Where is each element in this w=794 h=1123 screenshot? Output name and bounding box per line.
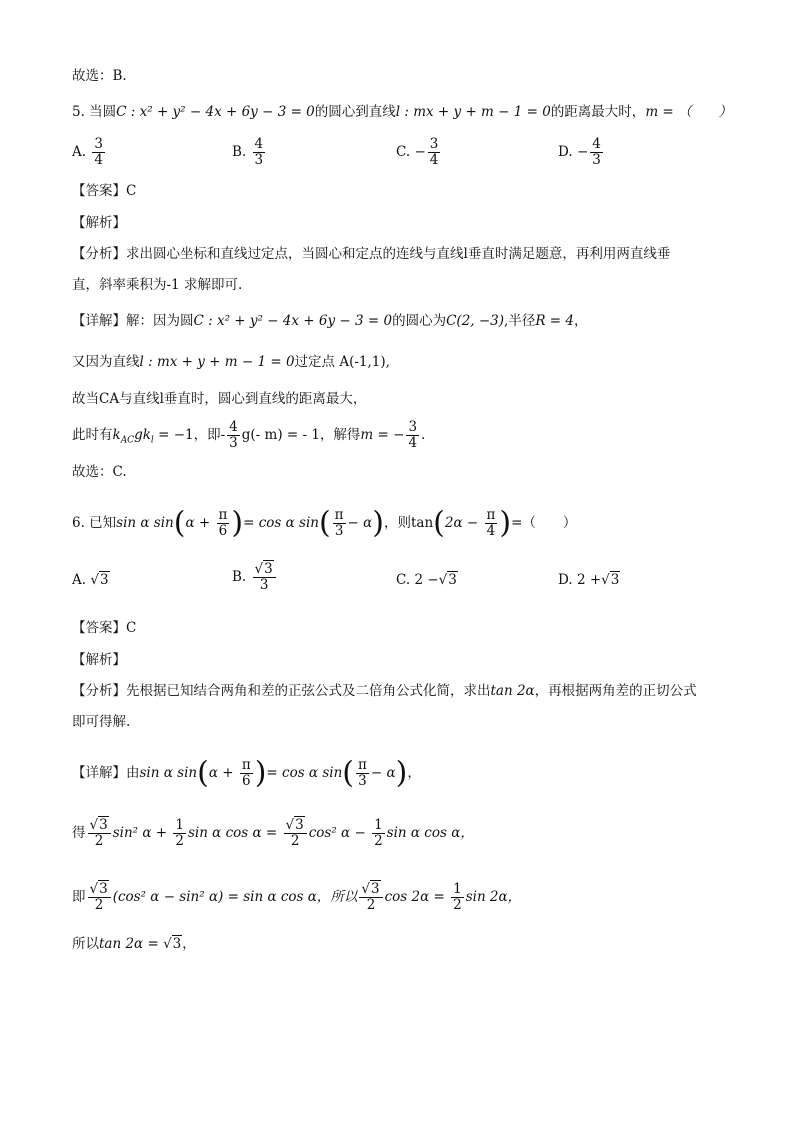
math: − α	[370, 765, 396, 781]
numerator: √3	[88, 882, 111, 898]
fraction	[428, 137, 441, 168]
q5-detail-line4	[72, 420, 425, 451]
radicand: 3	[99, 572, 109, 588]
q6-option-c	[396, 572, 458, 588]
text: = −1，即-	[153, 427, 226, 443]
math: sin 2α，	[465, 889, 522, 905]
text: 【分析】先根据已知结合两角和差的正弦公式及二倍角公式化简，求出	[72, 683, 491, 699]
text: ，	[407, 765, 421, 781]
numerator: 3	[429, 136, 439, 152]
text: ，	[573, 313, 588, 329]
q6-option-d	[558, 572, 620, 588]
text: 所以	[72, 936, 99, 952]
sqrt	[370, 882, 381, 897]
numerator: π	[358, 757, 367, 773]
q5-analysis-heading: 【解析】	[72, 215, 126, 231]
math: tan	[411, 515, 434, 531]
q6-analysis-heading: 【解析】	[72, 652, 126, 668]
numerator: 3	[94, 136, 103, 152]
denominator: 2	[374, 833, 383, 849]
math: C(2, −3)	[446, 313, 505, 329]
q5-option-b	[232, 137, 267, 168]
text: 即	[72, 889, 86, 905]
text: 过定点 A(-1,1),	[294, 354, 390, 370]
numerator: 4	[592, 136, 601, 152]
paren-right: )	[231, 505, 244, 541]
option-sign: −	[576, 144, 589, 160]
text: g(- m) = - 1，解得	[241, 427, 361, 443]
fraction	[333, 508, 346, 539]
paren-left: (	[197, 755, 209, 791]
option-label: C.	[396, 144, 411, 160]
text: 6. 已知	[72, 515, 117, 531]
denominator: 6	[241, 773, 251, 789]
sqrt	[99, 572, 110, 588]
sqrt	[98, 818, 109, 833]
fraction	[356, 758, 369, 789]
q5-mid: 的圆心到直线	[314, 104, 396, 120]
denominator: 6	[218, 523, 228, 539]
sqrt	[98, 882, 109, 897]
q5-post: 的距离最大时，	[550, 104, 646, 120]
sqrt-sign: √	[601, 572, 610, 588]
sqrt	[263, 562, 274, 577]
math: cos² α −	[308, 825, 371, 841]
q6-option-a	[72, 572, 110, 588]
fraction	[406, 420, 419, 451]
radicand: 3	[264, 561, 273, 577]
radicand: 3	[295, 817, 304, 833]
fraction	[88, 882, 111, 913]
fraction	[92, 137, 105, 168]
q5-option-d	[558, 137, 605, 168]
math: l : mx + y + m − 1 = 0	[139, 354, 295, 370]
numerator: 4	[229, 419, 238, 435]
text: 此时有	[72, 427, 113, 443]
fraction	[253, 137, 266, 168]
option-label: B.	[232, 144, 247, 160]
numerator: 3	[408, 419, 418, 435]
math: sin α cos α =	[187, 825, 282, 841]
fraction	[372, 818, 385, 849]
fraction	[173, 818, 186, 849]
q5-line-eq: l : mx + y + m − 1 = 0	[395, 104, 551, 120]
fraction	[217, 508, 230, 539]
q5-option-c	[396, 137, 442, 168]
radicand: 3	[99, 881, 108, 897]
radicand: 3	[99, 817, 108, 833]
denominator: 4	[94, 152, 103, 168]
numerator: √3	[88, 818, 111, 834]
q6-detail-line2	[72, 818, 474, 849]
denominator: 4	[486, 523, 496, 539]
numerator: π	[334, 507, 344, 523]
fraction	[88, 818, 111, 849]
sqrt	[447, 572, 458, 588]
radicand: 3	[371, 881, 380, 897]
option-label: C.	[396, 572, 411, 588]
q6-detail-line1	[72, 755, 421, 791]
denominator: 3	[229, 435, 238, 451]
fraction	[590, 137, 603, 168]
q6-stem	[72, 505, 577, 541]
q5-stem	[72, 102, 732, 122]
option-label: D.	[558, 572, 573, 588]
denominator: 3	[259, 577, 269, 593]
option-label: D.	[558, 144, 573, 160]
math: α +	[185, 515, 215, 531]
paren-left: (	[433, 505, 445, 541]
numerator: 1	[453, 881, 462, 897]
q6-option-b	[232, 562, 278, 593]
q5-fenxi-line1: 【分析】求出圆心坐标和直线过定点，当圆心和定点的连线与直线l垂直时满足题意，再利用两直线垂	[72, 246, 671, 262]
option-label: A.	[72, 144, 87, 160]
fraction	[240, 758, 253, 789]
fraction	[451, 882, 464, 913]
paren-left: (	[318, 505, 331, 541]
denominator: 4	[408, 435, 418, 451]
math: (cos² α − sin² α) = sin α cos α，所以	[112, 889, 358, 905]
denominator: 3	[254, 152, 264, 168]
text: 得	[72, 825, 86, 841]
fraction	[359, 882, 382, 913]
text: 的圆心为	[392, 313, 447, 329]
text: .	[421, 427, 426, 443]
denominator: 4	[429, 152, 439, 168]
math: tan 2α	[490, 683, 535, 699]
q5-detail-line1	[72, 311, 587, 331]
q5-detail-line2	[72, 352, 390, 372]
q6-detail-line4	[72, 934, 196, 954]
q5-fenxi-line2: 直，斜率乘积为-1 求解即可.	[72, 277, 243, 293]
math: α +	[208, 765, 238, 781]
math: sin² α +	[112, 825, 172, 841]
radicand: 3	[610, 572, 620, 588]
math: sin α sin	[139, 765, 198, 781]
q5-prefix: 5. 当圆	[72, 104, 117, 120]
math: m = −	[360, 427, 405, 443]
numerator: 4	[254, 136, 264, 152]
math: = cos α sin	[266, 765, 343, 781]
paren-right: )	[372, 505, 384, 541]
fraction	[227, 420, 240, 451]
denominator: 3	[592, 152, 601, 168]
math: AC	[120, 435, 135, 446]
q6-fenxi-line1	[72, 681, 697, 701]
text: ,半径	[504, 313, 536, 329]
q5-detail-line3: 故当CA与直线l垂直时，圆心到直线的距离最大，	[72, 391, 367, 407]
paren-left: (	[342, 755, 354, 791]
numerator: π	[486, 507, 496, 523]
sqrt	[294, 818, 305, 833]
text: 又因为直线	[72, 354, 140, 370]
math: sin α sin	[116, 515, 174, 531]
fraction	[253, 562, 276, 593]
denominator: 2	[94, 897, 104, 913]
numerator: π	[241, 757, 251, 773]
numerator: √3	[359, 882, 382, 898]
math: cos 2α =	[384, 889, 450, 905]
sqrt-sign: √	[163, 936, 172, 952]
option-label: B.	[232, 569, 247, 585]
paren-right: )	[254, 755, 267, 791]
fraction	[284, 818, 307, 849]
option-label: A.	[72, 572, 87, 588]
sqrt-sign: √	[90, 572, 99, 588]
text: ，再根据两角差的正切公式	[534, 683, 697, 699]
numerator: 1	[175, 817, 184, 833]
text: 【详解】解：因为圆	[72, 313, 194, 329]
numerator: π	[218, 507, 228, 523]
denominator: 3	[358, 773, 367, 789]
paren-right: )	[395, 755, 408, 791]
math: gk	[134, 427, 151, 443]
q5-circle-eq: C : x² + y² − 4x + 6y − 3 = 0	[116, 104, 315, 120]
denominator: 2	[94, 833, 104, 849]
q6-fenxi-line2: 即可得解.	[72, 714, 131, 730]
math: = cos α sin	[243, 515, 319, 531]
q5-option-a	[72, 137, 107, 168]
q6-detail-line3	[72, 882, 521, 913]
sqrt-sign: √	[438, 572, 448, 588]
sqrt	[172, 934, 183, 954]
paren-left: (	[173, 505, 186, 541]
prev-answer-line: 故选：B.	[72, 68, 127, 84]
text: ，则	[384, 515, 411, 531]
radicand: 3	[172, 936, 182, 952]
numerator: √3	[284, 818, 307, 834]
radicand: 3	[448, 572, 457, 588]
q5-ask: m = （ ）	[645, 104, 733, 120]
math: k	[112, 427, 121, 443]
math: 2α −	[444, 515, 483, 531]
numerator: 1	[374, 817, 383, 833]
denominator: 3	[334, 523, 344, 539]
math: l	[150, 435, 154, 446]
paren-right: )	[499, 505, 512, 541]
math: 2 +	[576, 572, 602, 588]
sqrt	[610, 572, 621, 588]
denominator: 2	[366, 897, 376, 913]
text: 【详解】由	[72, 765, 140, 781]
denominator: 2	[290, 833, 300, 849]
denominator: 2	[175, 833, 184, 849]
math: − α	[347, 515, 373, 531]
text: ，	[182, 936, 196, 952]
math: 2 −	[414, 572, 439, 588]
q5-end: 故选：C.	[72, 464, 127, 480]
math: tan 2α =	[99, 936, 164, 952]
math: C : x² + y² − 4x + 6y − 3 = 0	[193, 313, 393, 329]
denominator: 2	[453, 897, 462, 913]
q5-answer: 【答案】C	[72, 183, 137, 199]
q6-answer: 【答案】C	[72, 620, 137, 636]
option-sign: −	[414, 144, 426, 160]
fraction	[485, 508, 498, 539]
numerator: √3	[253, 562, 276, 578]
math: sin α cos α，	[386, 825, 474, 841]
math: R = 4	[535, 313, 574, 329]
text: =（ ）	[511, 515, 577, 531]
